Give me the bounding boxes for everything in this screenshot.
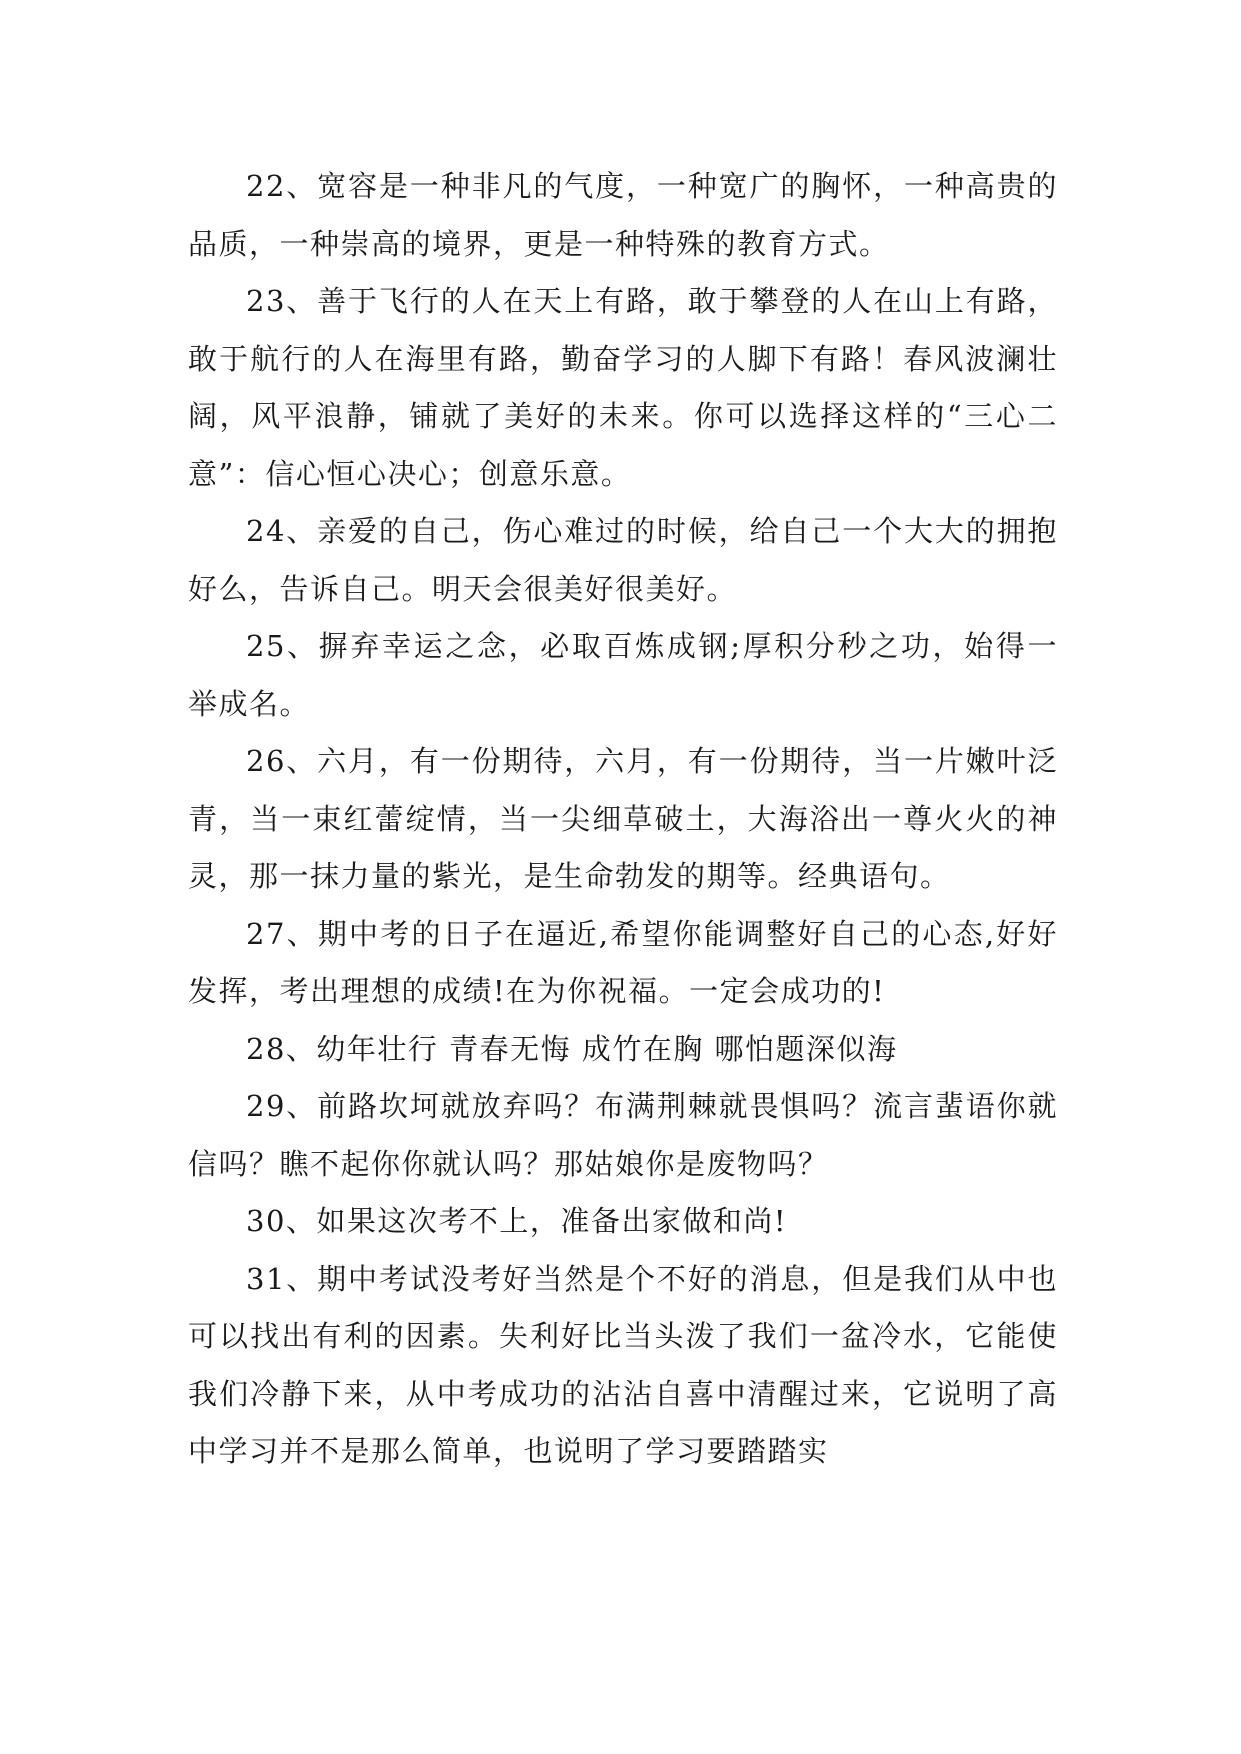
paragraph-24: 24、亲爱的自己，伤心难过的时候，给自己一个大大的拥抱好么，告诉自己。明天会很美好很美好。 (188, 514, 1058, 606)
paragraph-26: 26、六月，有一份期待，六月，有一份期待，当一片嫩叶泛青，当一束红蕾绽情，当一尖细草破土，大海浴出一尊火火的神灵，那一抹力量的紫光，是生命勃发的期等。经典语句。 (188, 744, 1058, 893)
paragraph-30: 30、如果这次考不上，准备出家做和尚! (246, 1204, 788, 1238)
paragraph-23: 23、善于飞行的人在天上有路，敢于攀登的人在山上有路，敢于航行的人在海里有路，勤奋学习的人脚下有路！春风波澜壮阔，风平浪静，铺就了美好的未来。你可以选择这样的“三心二意”：信心恒心决心；创意乐意。 (188, 284, 1058, 491)
document-body (188, 158, 1058, 1481)
paragraph-28: 28、幼年壮行 青春无悔 成竹在胸 哪怕题深似海 (246, 1031, 898, 1066)
paragraph-31: 31、期中考试没考好当然是个不好的消息，但是我们从中也可以找出有利的因素。失利好比当头泼了我们一盆冷水，它能使我们冷静下来，从中考成功的沾沾自喜中清醒过来，它说明了高中学习并不是那么简单，也说明了学习要踏踏实 (188, 1261, 1058, 1468)
paragraph-27: 27、期中考的日子在逼近,希望你能调整好自己的心态,好好发挥，考出理想的成绩!在为你祝福。一定会成功的! (188, 916, 1058, 1008)
paragraph-22: 22、宽容是一种非凡的气度，一种宽广的胸怀，一种高贵的品质，一种崇高的境界，更是一种特殊的教育方式。 (188, 169, 1058, 261)
paragraph-29: 29、前路坎坷就放弃吗？布满荆棘就畏惧吗？流言蜚语你就信吗？瞧不起你你就认吗？那姑娘你是废物吗？ (188, 1089, 1058, 1181)
paragraph-25: 25、摒弃幸运之念，必取百炼成钢;厚积分秒之功，始得一举成名。 (188, 629, 1058, 721)
